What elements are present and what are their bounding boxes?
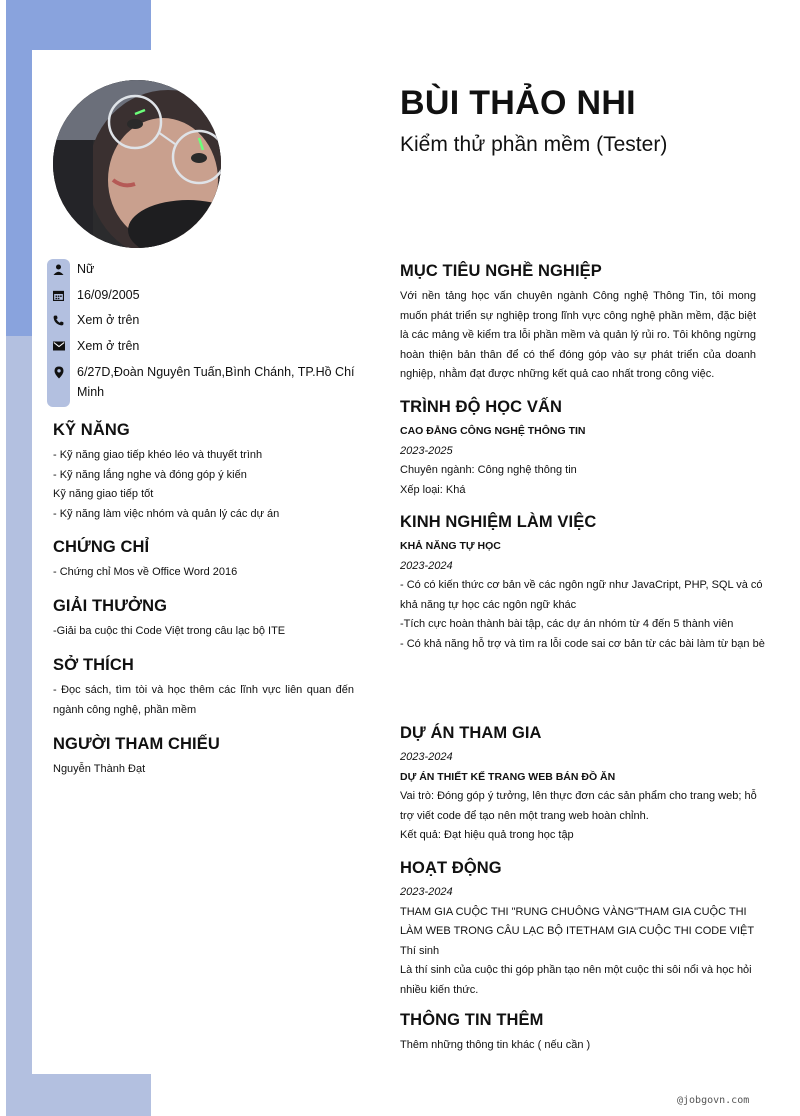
education-heading: TRÌNH ĐỘ HỌC VẤN — [400, 398, 563, 416]
references-heading: NGƯỜI THAM CHIẾU — [53, 735, 220, 753]
certificates-text: - Chứng chỉ Mos về Office Word 2016 — [53, 566, 238, 578]
hobbies-text: - Đọc sách, tìm tòi và học thêm các lĩnh vực liên quan đến ngành công nghệ, phần mềm — [53, 684, 354, 716]
activities-block — [400, 883, 766, 1000]
birthday-value: 16/09/2005 — [77, 288, 140, 302]
experience-item: - Có có kiến thức cơ bản về các ngôn ngữ như JavaCript, PHP, SQL và có khả năng tự học các ngôn ngữ khác — [400, 579, 763, 611]
experience-period: 2023-2024 — [400, 559, 453, 572]
more-info-heading: THÔNG TIN THÊM — [400, 1011, 544, 1029]
phone-value: Xem ở trên — [77, 313, 140, 327]
contact-gender — [50, 259, 360, 279]
education-major: Chuyên ngành: Công nghệ thông tin — [400, 464, 577, 476]
experience-heading: KINH NGHIỆM LÀM VIỆC — [400, 513, 597, 531]
experience-block — [400, 537, 766, 654]
avatar — [53, 80, 221, 248]
education-grade: Xếp loại: Khá — [400, 483, 466, 496]
contact-address — [50, 362, 360, 402]
job-title: Kiểm thử phần mềm (Tester) — [400, 133, 668, 156]
education-period: 2023-2025 — [400, 444, 453, 457]
mail-icon — [50, 336, 67, 356]
project-role: Vai trò: Đóng góp ý tưởng, lên thực đơn các sản phẩm cho trang web; hỗ trợ viết code để tạo nên một trang web hoàn chỉnh. — [400, 790, 757, 822]
person-icon — [50, 259, 67, 279]
phone-icon — [50, 310, 67, 330]
activity-period: 2023-2024 — [400, 886, 453, 898]
project-period: 2023-2024 — [400, 751, 453, 763]
objective-text: Với nền tảng học vấn chuyên ngành Công nghệ Thông Tin, tôi mong muốn phát triển sự nghiệp trong lĩnh vực công nghệ phần mềm, đặc biệt là các mảng về kiểm tra lỗi phần mềm và quản lý rủi ro. Tôi không ngừng hoàn thiện bản thân để có thể đóng góp vào sự phát triển của doanh nghiệp, nhằm đạt được những kết quả cao nhất trong công việc. — [400, 290, 756, 380]
skill-item: Kỹ năng giao tiếp tốt — [53, 488, 154, 500]
calendar-icon — [50, 285, 67, 305]
education-block — [400, 422, 760, 500]
candidate-name: BÙI THẢO NHI — [400, 84, 636, 122]
skills-list — [53, 446, 353, 524]
education-school: CAO ĐẲNG CÔNG NGHỆ THÔNG TIN — [400, 425, 586, 437]
awards-text: -Giải ba cuộc thi Code Việt trong câu lạc bộ ITE — [53, 625, 286, 637]
avatar-photo — [53, 80, 221, 248]
project-name: DỰ ÁN THIẾT KẾ TRANG WEB BÁN ĐỒ ĂN — [400, 770, 616, 783]
experience-company: KHẢ NĂNG TỰ HỌC — [400, 540, 501, 552]
certificates-heading: CHỨNG CHỈ — [53, 538, 150, 556]
skill-item: - Kỹ năng lắng nghe và đóng góp ý kiến — [53, 468, 247, 481]
more-info-text: Thêm những thông tin khác ( nếu cần ) — [400, 1039, 591, 1051]
email-value: Xem ở trên — [77, 339, 140, 353]
experience-item: - Có khả năng hỗ trợ và tìm ra lỗi code sai cơ bản từ các bài làm từ bạn bè — [400, 637, 765, 650]
projects-heading: DỰ ÁN THAM GIA — [400, 724, 542, 742]
hobbies-heading: SỞ THÍCH — [53, 656, 134, 674]
objective-heading: MỤC TIÊU NGHỀ NGHIỆP — [400, 262, 602, 280]
experience-item: -Tích cực hoàn thành bài tập, các dự án nhóm từ 4 đến 5 thành viên — [400, 618, 734, 630]
activities-heading: HOẠT ĐỘNG — [400, 859, 502, 877]
watermark: @jobgovn.com — [677, 1095, 750, 1106]
location-pin-icon — [50, 362, 67, 382]
address-value: 6/27D,Đoàn Nguyên Tuấn,Bình Chánh, TP.Hồ Chí Minh — [77, 365, 355, 399]
contact-email — [50, 336, 360, 356]
awards-heading: GIẢI THƯỞNG — [53, 597, 168, 615]
contact-phone — [50, 310, 360, 330]
activity-name: THAM GIA CUỘC THI "RUNG CHUÔNG VÀNG"THAM GIA CUỘC THI LÀM WEB TRONG CÂU LẠC BỘ ITETHAM GIA CUỘC THI CODE VIỆT — [400, 905, 755, 937]
project-result: Kết quả: Đạt hiệu quả trong học tập — [400, 829, 574, 841]
references-text: Nguyễn Thành Đạt — [53, 763, 146, 775]
gender-value: Nữ — [77, 262, 95, 276]
skill-item: - Kỹ năng làm việc nhóm và quản lý các dự án — [53, 507, 280, 520]
activity-desc: Là thí sinh của cuộc thi góp phần tạo nên một cuộc thi sôi nổi và học hỏi nhiều kiến thức. — [400, 964, 752, 996]
contact-birthday — [50, 285, 360, 305]
activity-role: Thí sinh — [400, 944, 440, 957]
skills-heading: KỸ NĂNG — [53, 421, 130, 439]
projects-block — [400, 748, 762, 846]
skill-item: - Kỹ năng giao tiếp khéo léo và thuyết trình — [53, 449, 263, 461]
